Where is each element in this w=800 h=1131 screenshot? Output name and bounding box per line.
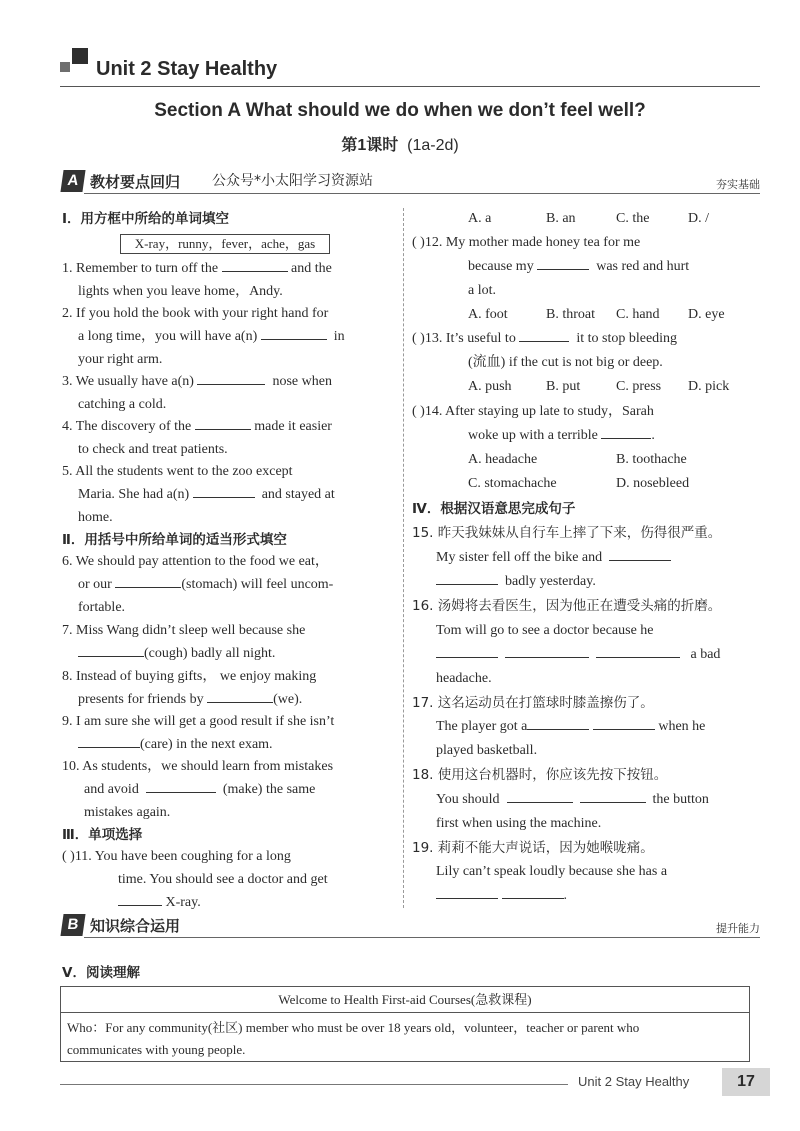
q10-line1: 10. As students，we should learn from mistakes <box>62 759 334 774</box>
q2-line2 <box>78 326 345 348</box>
q16-line2 <box>436 644 720 666</box>
q18-text-a: You should <box>436 792 500 807</box>
q13-line2: (流血) if the cut is not big or deep. <box>468 355 663 370</box>
unit-rule <box>60 86 760 87</box>
q14-opt-b[interactable]: B. toothache <box>616 452 687 467</box>
q10-blank[interactable] <box>146 779 216 793</box>
q1-line1 <box>62 258 332 280</box>
q9-line2 <box>78 734 273 756</box>
word-box: X-ray，runny，fever，ache，gas <box>120 234 330 254</box>
q17-chinese: 17. 这名运动员在打篮球时膝盖擦伤了。 <box>412 695 654 711</box>
q8-line2 <box>78 689 302 711</box>
q19-blank-2[interactable] <box>502 885 564 899</box>
q2-text-a: a long time，you will have a(n) <box>78 329 258 344</box>
q12-blank[interactable] <box>537 256 589 270</box>
q7-blank[interactable] <box>78 643 144 657</box>
q6-text-a: or our <box>78 577 112 592</box>
q7-line2 <box>78 643 275 665</box>
column-divider <box>403 208 404 908</box>
q11-opt-d[interactable]: D. / <box>688 211 709 226</box>
q14-text: woke up with a terrible <box>468 428 598 443</box>
q13-opt-d[interactable]: D. pick <box>688 379 730 394</box>
q2-blank[interactable] <box>261 326 327 340</box>
reading-table-who <box>61 1013 749 1065</box>
footer-unit: Unit 2 Stay Healthy <box>578 1074 690 1089</box>
q12-opt-c[interactable]: C. hand <box>616 307 660 322</box>
q4-line1 <box>62 416 332 438</box>
q16-line3: headache. <box>436 671 492 686</box>
q9-blank[interactable] <box>78 734 140 748</box>
q1-text-b: and the <box>291 261 332 276</box>
page-number: 17 <box>722 1068 770 1096</box>
q14-line2: woke up with a terrible . <box>468 425 655 447</box>
q13-blank[interactable] <box>519 328 569 342</box>
q19-chinese: 19. 莉莉不能大声说话，因为她喉咙痛。 <box>412 840 654 856</box>
q8-text-a: presents for friends by <box>78 692 204 707</box>
q10-line2 <box>84 779 315 801</box>
q16-blank-2[interactable] <box>505 644 589 658</box>
q3-line1 <box>62 371 332 393</box>
q16-chinese: 16. 汤姆将去看医生，因为他正在遭受头痛的折磨。 <box>412 598 722 614</box>
section-a-sub: 公众号*小太阳学习资源站 <box>212 173 373 189</box>
q6-line2 <box>78 574 333 596</box>
q18-text-b: the button <box>652 792 709 807</box>
q14-opt-a[interactable]: A. headache <box>468 452 538 467</box>
q5-text-a: Maria. She had a(n) <box>78 487 190 502</box>
q13-opt-b[interactable]: B. put <box>546 379 581 394</box>
q6-line1: 6. We should pay attention to the food we eat， <box>62 554 329 569</box>
q10-text-b: (make) the same <box>222 782 316 797</box>
q14-opt-d[interactable]: D. nosebleed <box>616 476 690 491</box>
q19-line1: Lily can’t speak loudly because she has a <box>436 864 668 879</box>
q6-text-b: (stomach) will feel uncom- <box>181 577 334 592</box>
q15-blank-1[interactable] <box>609 547 671 561</box>
q1-text-a: 1. Remember to turn off the <box>62 261 219 276</box>
q4-blank[interactable] <box>195 416 251 430</box>
q13-line1 <box>412 328 677 350</box>
q15-line1 <box>436 547 671 569</box>
q4-line2: to check and treat patients. <box>78 442 228 457</box>
q5-text-b: and stayed at <box>261 487 335 502</box>
reading-table <box>60 986 750 1062</box>
reading-table-title: Welcome to Health First-aid Courses(急救课程) <box>61 987 749 1013</box>
q3-blank[interactable] <box>197 371 265 385</box>
q7-text: (cough) badly all night. <box>144 646 276 661</box>
q10-text-a: and avoid <box>84 782 139 797</box>
q12-opt-d[interactable]: D. eye <box>688 307 725 322</box>
q17-text-a: The player got a <box>436 719 528 734</box>
q15-blank-2[interactable] <box>436 571 498 585</box>
q18-blank-2[interactable] <box>580 789 646 803</box>
q1-line2: lights when you leave home，Andy. <box>78 284 283 299</box>
corner-mark-icon <box>60 48 88 76</box>
q8-line1: 8. Instead of buying gifts， we enjoy making <box>62 669 317 684</box>
q12-line3: a lot. <box>468 283 496 298</box>
section-title: Section A What should we do when we don’t feel well? <box>154 100 646 121</box>
reading-who-line2: communicates with young people. <box>67 1042 246 1057</box>
q11-opt-a[interactable]: A. a <box>468 211 492 226</box>
q11-opt-b[interactable]: B. an <box>546 211 576 226</box>
q9-line1: 9. I am sure she will get a good result if she isn’t <box>62 714 335 729</box>
q17-blank-1[interactable] <box>527 716 589 730</box>
q12-text-b: was red and hurt <box>596 259 690 274</box>
q18-chinese: 18. 使用这台机器时，你应该先按下按钮。 <box>412 767 668 783</box>
q12-opt-b[interactable]: B. throat <box>546 307 595 322</box>
q13-opt-c[interactable]: C. press <box>616 379 662 394</box>
q1-blank[interactable] <box>222 258 288 272</box>
q11-line1: ( )11. You have been coughing for a long <box>62 849 291 864</box>
q4-text-a: 4. The discovery of the <box>62 419 192 434</box>
q18-line1 <box>436 789 709 811</box>
q5-blank[interactable] <box>193 484 255 498</box>
q11-line3 <box>118 892 201 914</box>
part1-heading: Ⅰ．用方框中所给的单词填空 <box>62 211 230 227</box>
q7-line1: 7. Miss Wang didn’t sleep well because she <box>62 623 306 638</box>
q18-line2: first when using the machine. <box>436 816 602 831</box>
q8-text-b: (we). <box>273 692 303 707</box>
q11-opt-c[interactable]: C. the <box>616 211 650 226</box>
section-a-bar <box>62 170 760 192</box>
section-a-right: 夯实基础 <box>716 178 760 191</box>
q14-blank[interactable] <box>601 425 651 439</box>
q14-line1: ( )14. After staying up late to study，Sarah <box>412 404 654 419</box>
q16-blank-1[interactable] <box>436 644 498 658</box>
q13-text-a: ( )13. It’s useful to <box>412 331 516 346</box>
q17-line1 <box>436 716 705 738</box>
q2-text-b: in <box>333 329 345 344</box>
q13-opt-a[interactable]: A. push <box>468 379 512 394</box>
q10-line3: mistakes again. <box>84 805 171 820</box>
q11-line2: time. You should see a doctor and get <box>118 872 328 887</box>
q6-blank[interactable] <box>115 574 181 588</box>
reading-who-line1: Who：For any community(社区) member who must be over 18 years old，volunteer，teacher or parent who <box>67 1020 640 1035</box>
q16-blank-3[interactable] <box>596 644 680 658</box>
q17-blank-2[interactable] <box>593 716 655 730</box>
lesson-range: (1a-2d) <box>407 137 459 154</box>
q15-line2 <box>436 571 596 593</box>
q16-text-b: a bad <box>690 647 721 662</box>
q15-text-a: My sister fell off the bike and <box>436 550 603 565</box>
q19-blank-1[interactable] <box>436 885 498 899</box>
q3-line2: catching a cold. <box>78 397 167 412</box>
q8-blank[interactable] <box>207 689 273 703</box>
q18-blank-1[interactable] <box>507 789 573 803</box>
q2-line3: your right arm. <box>78 352 163 367</box>
part2-heading: Ⅱ．用括号中所给单词的适当形式填空 <box>62 532 287 548</box>
q11-text: X-ray. <box>165 895 201 910</box>
lesson-title <box>0 132 800 155</box>
q12-line1: ( )12. My mother made honey tea for me <box>412 235 641 250</box>
section-a-badge: A <box>60 170 85 192</box>
q9-text: (care) in the next exam. <box>140 737 273 752</box>
q17-line2: played basketball. <box>436 743 538 758</box>
q12-text-a: because my <box>468 259 534 274</box>
q5-line3: home. <box>78 510 113 525</box>
q6-line3: fortable. <box>78 600 126 615</box>
section-b-title: 知识综合运用 <box>90 917 181 935</box>
q13-text-b: it to stop bleeding <box>576 331 678 346</box>
q19-line2: . <box>436 885 567 907</box>
q16-line1: Tom will go to see a doctor because he <box>436 623 654 638</box>
q3-text-a: 3. We usually have a(n) <box>62 374 194 389</box>
part5-heading: Ⅴ．阅读理解 <box>62 965 140 981</box>
q11-blank[interactable] <box>118 892 162 906</box>
q2-line1: 2. If you hold the book with your right hand for <box>62 306 329 321</box>
section-b-right: 提升能力 <box>716 922 760 935</box>
part4-heading: Ⅳ．根据汉语意思完成句子 <box>412 501 576 517</box>
lesson-label: 第1课时 <box>341 137 399 154</box>
q5-line2 <box>78 484 335 506</box>
q3-text-b: nose when <box>272 374 332 389</box>
section-b-bar <box>62 914 760 936</box>
q5-line1: 5. All the students went to the zoo except <box>62 464 293 479</box>
q15-chinese: 15. 昨天我妹妹从自行车上摔了下来，伤得很严重。 <box>412 525 722 541</box>
footer-rule <box>60 1084 568 1085</box>
section-b-badge: B <box>60 914 85 936</box>
q12-line2 <box>468 256 689 278</box>
unit-title: Unit 2 Stay Healthy <box>96 58 278 80</box>
section-a-rule <box>84 193 760 194</box>
section-b-rule <box>84 937 760 938</box>
q17-text-b: when he <box>658 719 706 734</box>
q15-text-b: badly yesterday. <box>505 574 596 589</box>
section-a-title: 教材要点回归 <box>90 173 181 191</box>
q14-opt-c[interactable]: C. stomachache <box>468 476 557 491</box>
q4-text-b: made it easier <box>254 419 332 434</box>
q12-opt-a[interactable]: A. foot <box>468 307 508 322</box>
part3-heading: Ⅲ．单项选择 <box>62 827 143 843</box>
